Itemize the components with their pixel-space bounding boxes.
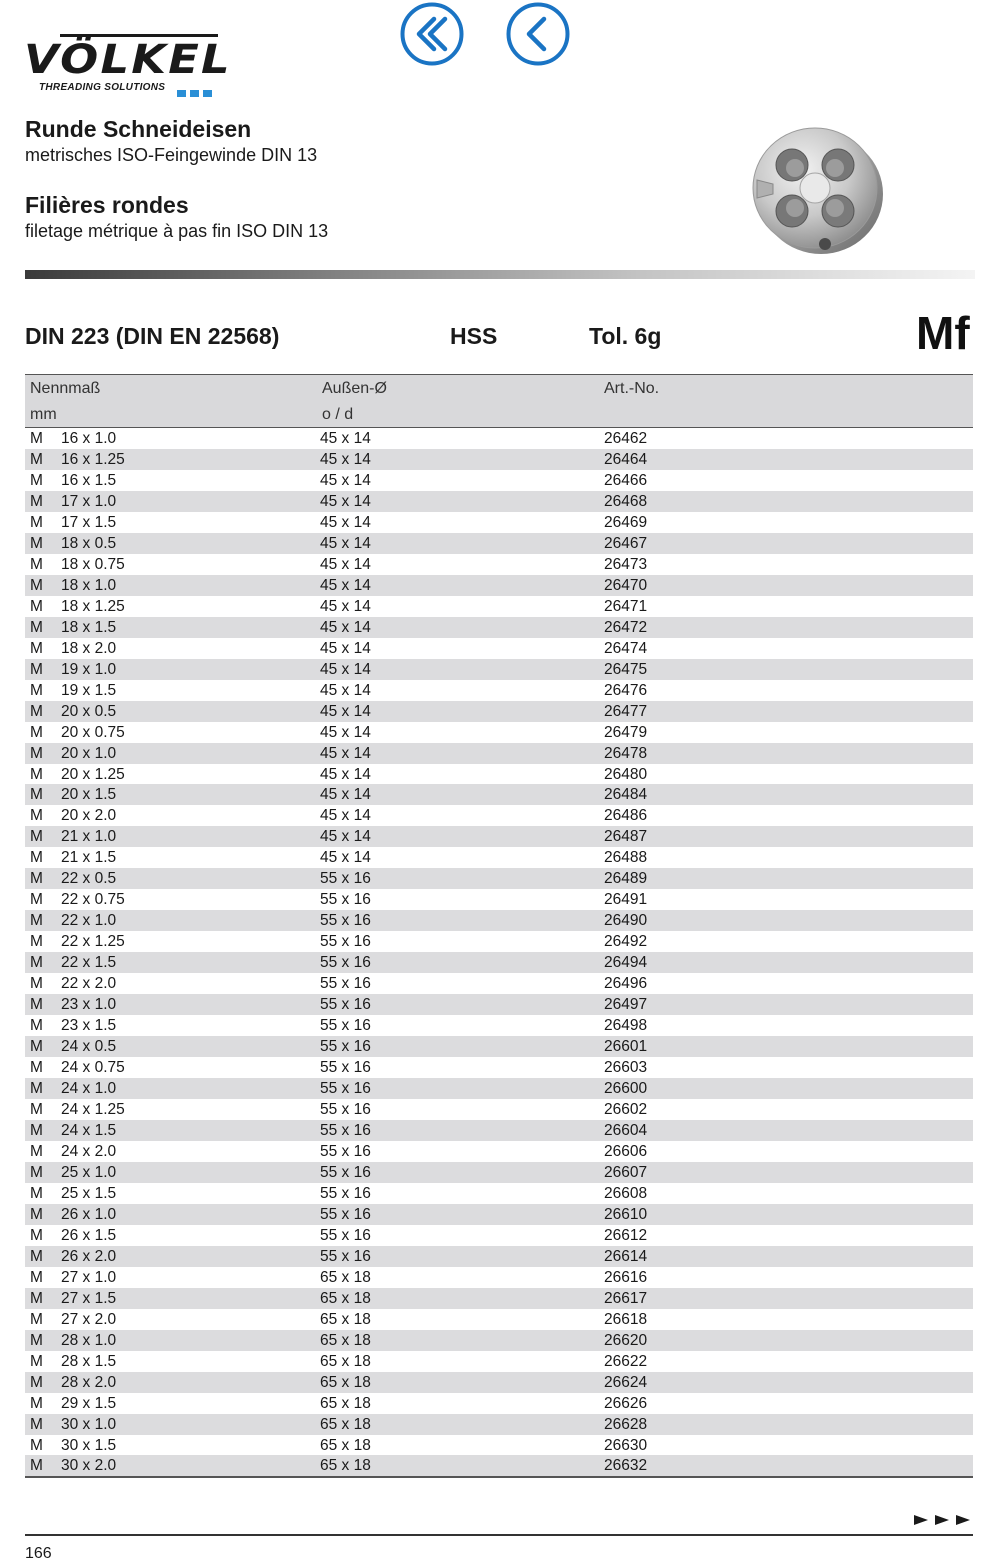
- outer-diameter: 55 x 16: [320, 1163, 371, 1181]
- table-row: [25, 1162, 973, 1183]
- nominal-size: 22 x 0.5: [61, 870, 117, 888]
- table-row: [25, 617, 973, 638]
- article-number: 26630: [604, 1436, 648, 1454]
- nominal-size: 17 x 1.0: [61, 492, 117, 510]
- thread-prefix: M: [30, 1436, 43, 1454]
- thread-prefix: M: [30, 786, 43, 804]
- table-row: [25, 701, 973, 722]
- nominal-size: 23 x 1.0: [61, 996, 117, 1014]
- table-body: [25, 428, 973, 1476]
- article-number: 26603: [604, 1059, 648, 1077]
- thread-prefix: M: [30, 807, 43, 825]
- outer-diameter: 45 x 14: [320, 597, 371, 615]
- thread-prefix: M: [30, 1121, 43, 1139]
- table-row: [25, 868, 973, 889]
- article-number: 26600: [604, 1080, 648, 1098]
- outer-diameter: 55 x 16: [320, 1017, 371, 1035]
- table-row: [25, 1099, 973, 1120]
- thread-prefix: M: [30, 1352, 43, 1370]
- chevron-left-icon: [506, 2, 570, 66]
- header-divider: [25, 270, 975, 279]
- table-row: [25, 994, 973, 1015]
- round-die-image: [745, 120, 890, 260]
- nominal-size: 24 x 0.5: [61, 1038, 117, 1056]
- thread-prefix: M: [30, 1457, 43, 1475]
- thread-prefix: M: [30, 723, 43, 741]
- outer-diameter: 55 x 16: [320, 1038, 371, 1056]
- article-number: 26480: [604, 765, 648, 783]
- outer-diameter: 55 x 16: [320, 933, 371, 951]
- article-number: 26464: [604, 450, 648, 468]
- article-number: 26606: [604, 1142, 648, 1160]
- header-nominal-size: Nennmaß: [30, 380, 101, 397]
- thread-prefix: M: [30, 1205, 43, 1223]
- outer-diameter: 55 x 16: [320, 954, 371, 972]
- thread-prefix: M: [30, 1268, 43, 1286]
- nominal-size: 26 x 2.0: [61, 1247, 117, 1265]
- thread-prefix: M: [30, 933, 43, 951]
- table-row: [25, 1351, 973, 1372]
- article-number: 26472: [604, 618, 648, 636]
- outer-diameter: 65 x 18: [320, 1394, 371, 1412]
- article-number: 26607: [604, 1163, 648, 1181]
- outer-diameter: 55 x 16: [320, 1059, 371, 1077]
- outer-diameter: 45 x 14: [320, 513, 371, 531]
- outer-diameter: 45 x 14: [320, 639, 371, 657]
- article-number: 26494: [604, 954, 648, 972]
- header-outer-diameter-unit: o / d: [322, 406, 354, 423]
- table-row: [25, 1267, 973, 1288]
- thread-prefix: M: [30, 1415, 43, 1433]
- thread-prefix: M: [30, 828, 43, 846]
- outer-diameter: 45 x 14: [320, 471, 371, 489]
- article-number: 26498: [604, 1017, 648, 1035]
- table-header: [25, 374, 973, 428]
- nominal-size: 17 x 1.5: [61, 513, 117, 531]
- table-row: [25, 722, 973, 743]
- table-row: [25, 952, 973, 973]
- nominal-size: 20 x 2.0: [61, 807, 117, 825]
- table-row: [25, 1372, 973, 1393]
- nominal-size: 18 x 1.25: [61, 597, 125, 615]
- nominal-size: 28 x 1.0: [61, 1331, 117, 1349]
- outer-diameter: 65 x 18: [320, 1373, 371, 1391]
- logo-squares: [177, 84, 216, 102]
- table-bottom-rule: [25, 1476, 973, 1478]
- article-number: 26612: [604, 1226, 648, 1244]
- first-page-button[interactable]: [400, 2, 464, 66]
- nominal-size: 19 x 1.0: [61, 660, 117, 678]
- nominal-size: 26 x 1.5: [61, 1226, 117, 1244]
- thread-prefix: M: [30, 471, 43, 489]
- outer-diameter: 45 x 14: [320, 450, 371, 468]
- nominal-size: 24 x 1.5: [61, 1121, 117, 1139]
- nominal-size: 18 x 2.0: [61, 639, 117, 657]
- thread-prefix: M: [30, 492, 43, 510]
- nominal-size: 20 x 1.5: [61, 786, 117, 804]
- article-number: 26489: [604, 870, 648, 888]
- thread-prefix: M: [30, 555, 43, 573]
- table-row: [25, 847, 973, 868]
- nominal-size: 18 x 0.75: [61, 555, 125, 573]
- table-row: [25, 1183, 973, 1204]
- table-row: [25, 1455, 973, 1476]
- article-number: 26496: [604, 975, 648, 993]
- article-number: 26468: [604, 492, 648, 510]
- outer-diameter: 45 x 14: [320, 786, 371, 804]
- thread-prefix: M: [30, 1142, 43, 1160]
- article-number: 26624: [604, 1373, 648, 1391]
- thread-prefix: M: [30, 1331, 43, 1349]
- table-row: [25, 973, 973, 994]
- logo-wordmark: VÖLKEL: [24, 37, 232, 83]
- thread-prefix: M: [30, 534, 43, 552]
- outer-diameter: 55 x 16: [320, 870, 371, 888]
- table-row: [25, 1288, 973, 1309]
- article-number: 26622: [604, 1352, 648, 1370]
- table-row: [25, 512, 973, 533]
- title-de: Runde Schneideisen: [25, 116, 252, 142]
- logo-tagline: THREADING SOLUTIONS: [39, 82, 166, 93]
- nominal-size: 18 x 1.5: [61, 618, 117, 636]
- article-number: 26604: [604, 1121, 648, 1139]
- nominal-size: 28 x 2.0: [61, 1373, 117, 1391]
- nominal-size: 20 x 1.25: [61, 765, 125, 783]
- nominal-size: 20 x 0.5: [61, 702, 117, 720]
- brand-logo: [24, 34, 232, 96]
- thread-prefix: M: [30, 744, 43, 762]
- article-number: 26479: [604, 723, 648, 741]
- header-outer-diameter: Außen-Ø: [322, 380, 387, 397]
- article-number: 26466: [604, 471, 648, 489]
- page-number: 166: [25, 1545, 52, 1562]
- nominal-size: 19 x 1.5: [61, 681, 117, 699]
- article-number: 26620: [604, 1331, 648, 1349]
- outer-diameter: 65 x 18: [320, 1352, 371, 1370]
- table-row: [25, 805, 973, 826]
- nominal-size: 24 x 1.0: [61, 1080, 117, 1098]
- nominal-size: 24 x 1.25: [61, 1101, 125, 1118]
- table-row: [25, 743, 973, 764]
- outer-diameter: 55 x 16: [320, 1142, 371, 1160]
- spec-code: Mf: [916, 307, 970, 359]
- article-number: 26478: [604, 744, 648, 762]
- article-number: 26616: [604, 1268, 648, 1286]
- article-number: 26490: [604, 912, 648, 930]
- outer-diameter: 45 x 14: [320, 702, 371, 720]
- thread-prefix: M: [30, 954, 43, 972]
- outer-diameter: 45 x 14: [320, 618, 371, 636]
- table-row: [25, 1057, 973, 1078]
- outer-diameter: 45 x 14: [320, 660, 371, 678]
- thread-prefix: M: [30, 1059, 43, 1077]
- thread-prefix: M: [30, 576, 43, 594]
- article-number: 26491: [604, 891, 648, 909]
- title-fr: Filières rondes: [25, 192, 189, 218]
- thread-prefix: M: [30, 1226, 43, 1244]
- article-number: 26628: [604, 1415, 648, 1433]
- table-row: [25, 1015, 973, 1036]
- previous-page-button[interactable]: [506, 2, 570, 66]
- article-number: 26470: [604, 576, 648, 594]
- outer-diameter: 55 x 16: [320, 1247, 371, 1265]
- article-number: 26610: [604, 1205, 648, 1223]
- table-row: [25, 1120, 973, 1141]
- table-row: [25, 1141, 973, 1162]
- thread-prefix: M: [30, 618, 43, 636]
- nominal-size: 22 x 1.0: [61, 912, 117, 930]
- table-row: [25, 889, 973, 910]
- thread-prefix: M: [30, 1163, 43, 1181]
- next-page-button[interactable]: [912, 1512, 974, 1528]
- nominal-size: 18 x 1.0: [61, 576, 117, 594]
- thread-prefix: M: [30, 430, 43, 447]
- nominal-size: 16 x 1.5: [61, 471, 117, 489]
- thread-prefix: M: [30, 1247, 43, 1265]
- outer-diameter: 55 x 16: [320, 1121, 371, 1139]
- nominal-size: 30 x 2.0: [61, 1457, 117, 1475]
- thread-prefix: M: [30, 639, 43, 657]
- table-row: [25, 1309, 973, 1330]
- thread-prefix: M: [30, 1101, 43, 1118]
- table-row: [25, 764, 973, 785]
- article-number: 26488: [604, 849, 648, 867]
- table-row: [25, 1036, 973, 1057]
- outer-diameter: 55 x 16: [320, 996, 371, 1014]
- outer-diameter: 55 x 16: [320, 891, 371, 909]
- outer-diameter: 45 x 14: [320, 576, 371, 594]
- article-number: 26462: [604, 430, 648, 447]
- nominal-size: 20 x 0.75: [61, 723, 125, 741]
- thread-prefix: M: [30, 1080, 43, 1098]
- article-number: 26614: [604, 1247, 648, 1265]
- thread-prefix: M: [30, 597, 43, 615]
- nominal-size: 22 x 0.75: [61, 891, 125, 909]
- article-number: 26477: [604, 702, 648, 720]
- outer-diameter: 45 x 14: [320, 744, 371, 762]
- outer-diameter: 45 x 14: [320, 430, 371, 447]
- thread-prefix: M: [30, 849, 43, 867]
- table-row: [25, 1414, 973, 1435]
- article-number: 26608: [604, 1184, 648, 1202]
- table-row: [25, 470, 973, 491]
- nominal-size: 30 x 1.5: [61, 1436, 117, 1454]
- outer-diameter: 45 x 14: [320, 534, 371, 552]
- table-row: [25, 1246, 973, 1267]
- thread-prefix: M: [30, 1017, 43, 1035]
- thread-prefix: M: [30, 1394, 43, 1412]
- thread-prefix: M: [30, 1310, 43, 1328]
- outer-diameter: 55 x 16: [320, 912, 371, 930]
- outer-diameter: 65 x 18: [320, 1436, 371, 1454]
- nominal-size: 23 x 1.5: [61, 1017, 117, 1035]
- article-number: 26475: [604, 660, 648, 678]
- table-row: [25, 449, 973, 470]
- table-row: [25, 1078, 973, 1099]
- article-number: 26617: [604, 1289, 648, 1307]
- header-article-number: Art.-No.: [604, 380, 660, 397]
- article-number: 26618: [604, 1310, 648, 1328]
- header-nominal-unit: mm: [30, 406, 57, 423]
- outer-diameter: 65 x 18: [320, 1310, 371, 1328]
- article-number: 26632: [604, 1457, 648, 1475]
- outer-diameter: 55 x 16: [320, 1205, 371, 1223]
- article-number: 26484: [604, 786, 648, 804]
- thread-prefix: M: [30, 912, 43, 930]
- footer-rule: [25, 1534, 973, 1536]
- outer-diameter: 65 x 18: [320, 1268, 371, 1286]
- nominal-size: 27 x 1.5: [61, 1289, 117, 1307]
- nominal-size: 30 x 1.0: [61, 1415, 117, 1433]
- thread-prefix: M: [30, 1038, 43, 1056]
- article-number: 26469: [604, 513, 648, 531]
- nominal-size: 25 x 1.5: [61, 1184, 117, 1202]
- table-row: [25, 638, 973, 659]
- thread-prefix: M: [30, 513, 43, 531]
- spec-tolerance: Tol. 6g: [589, 323, 662, 349]
- thread-prefix: M: [30, 975, 43, 993]
- outer-diameter: 55 x 16: [320, 1226, 371, 1244]
- article-number: 26497: [604, 996, 648, 1014]
- table-row: [25, 826, 973, 847]
- nominal-size: 21 x 1.5: [61, 849, 117, 867]
- article-number: 26474: [604, 639, 648, 657]
- nominal-size: 22 x 1.5: [61, 954, 117, 972]
- triple-arrow-right-icon: [912, 1512, 974, 1528]
- outer-diameter: 65 x 18: [320, 1415, 371, 1433]
- article-number: 26486: [604, 807, 648, 825]
- outer-diameter: 45 x 14: [320, 807, 371, 825]
- article-number: 26473: [604, 555, 648, 573]
- outer-diameter: 45 x 14: [320, 828, 371, 846]
- outer-diameter: 45 x 14: [320, 723, 371, 741]
- table-row: [25, 554, 973, 575]
- nominal-size: 18 x 0.5: [61, 534, 117, 552]
- outer-diameter: 55 x 16: [320, 1184, 371, 1202]
- outer-diameter: 45 x 14: [320, 492, 371, 510]
- table-row: [25, 784, 973, 805]
- outer-diameter: 65 x 18: [320, 1457, 371, 1475]
- article-number: 26487: [604, 828, 648, 846]
- spec-material: HSS: [450, 323, 498, 349]
- table-row: [25, 1435, 973, 1456]
- nominal-size: 28 x 1.5: [61, 1352, 117, 1370]
- nominal-size: 20 x 1.0: [61, 744, 117, 762]
- article-number: 26626: [604, 1394, 648, 1412]
- nominal-size: 25 x 1.0: [61, 1163, 117, 1181]
- thread-prefix: M: [30, 681, 43, 699]
- double-chevron-left-icon: [400, 2, 464, 66]
- article-number: 26467: [604, 534, 648, 552]
- subtitle-de: metrisches ISO-Feingewinde DIN 13: [25, 145, 318, 165]
- thread-prefix: M: [30, 702, 43, 720]
- nominal-size: 16 x 1.0: [61, 430, 117, 447]
- nominal-size: 24 x 2.0: [61, 1142, 117, 1160]
- thread-prefix: M: [30, 891, 43, 909]
- outer-diameter: 65 x 18: [320, 1331, 371, 1349]
- thread-prefix: M: [30, 996, 43, 1014]
- nominal-size: 27 x 1.0: [61, 1268, 117, 1286]
- thread-prefix: M: [30, 1184, 43, 1202]
- article-number: 26492: [604, 933, 648, 951]
- outer-diameter: 45 x 14: [320, 681, 371, 699]
- article-number: 26471: [604, 597, 648, 615]
- outer-diameter: 45 x 14: [320, 765, 371, 783]
- article-number: 26476: [604, 681, 648, 699]
- table-row: [25, 1330, 973, 1351]
- thread-prefix: M: [30, 1373, 43, 1391]
- outer-diameter: 55 x 16: [320, 1080, 371, 1098]
- nominal-size: 27 x 2.0: [61, 1310, 117, 1328]
- spec-standard: DIN 223 (DIN EN 22568): [25, 323, 280, 349]
- table-row: [25, 575, 973, 596]
- table-row: [25, 533, 973, 554]
- table-row: [25, 680, 973, 701]
- subtitle-fr: filetage métrique à pas fin ISO DIN 13: [25, 221, 329, 241]
- outer-diameter: 55 x 16: [320, 975, 371, 993]
- table-row: [25, 1393, 973, 1414]
- table-row: [25, 428, 973, 449]
- thread-prefix: M: [30, 870, 43, 888]
- thread-prefix: M: [30, 765, 43, 783]
- outer-diameter: 55 x 16: [320, 1101, 371, 1118]
- table-row: [25, 910, 973, 931]
- table-row: [25, 659, 973, 680]
- outer-diameter: 45 x 14: [320, 555, 371, 573]
- article-number: 26601: [604, 1038, 648, 1056]
- table-row: [25, 1204, 973, 1225]
- thread-prefix: M: [30, 1289, 43, 1307]
- nominal-size: 21 x 1.0: [61, 828, 117, 846]
- table-row: [25, 491, 973, 512]
- table-row: [25, 1225, 973, 1246]
- thread-prefix: M: [30, 660, 43, 678]
- table-row: [25, 931, 973, 952]
- outer-diameter: 45 x 14: [320, 849, 371, 867]
- article-number: 26602: [604, 1101, 648, 1118]
- table-row: [25, 596, 973, 617]
- nominal-size: 26 x 1.0: [61, 1205, 117, 1223]
- nominal-size: 24 x 0.75: [61, 1059, 125, 1077]
- nominal-size: 22 x 1.25: [61, 933, 125, 951]
- nominal-size: 29 x 1.5: [61, 1394, 117, 1412]
- thread-prefix: M: [30, 450, 43, 468]
- outer-diameter: 65 x 18: [320, 1289, 371, 1307]
- nominal-size: 16 x 1.25: [61, 450, 125, 468]
- nominal-size: 22 x 2.0: [61, 975, 117, 993]
